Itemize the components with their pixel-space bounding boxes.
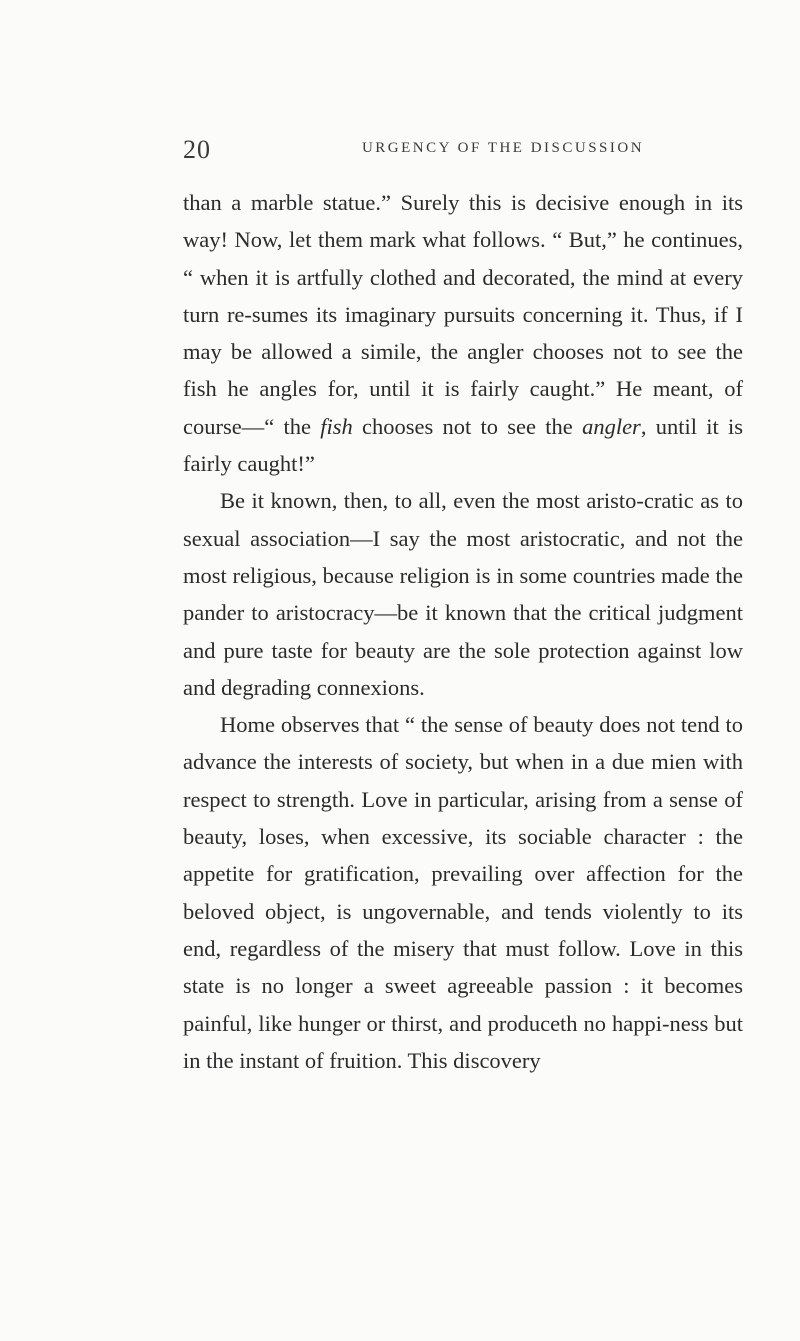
text-segment: , until it is fairly caught!” (183, 413, 743, 477)
italic-text-segment: fish (320, 413, 353, 439)
body-text (183, 184, 743, 1079)
text-segment: chooses not to see the (352, 413, 583, 439)
page-number: 20 (183, 135, 211, 164)
italic-text-segment: angler (582, 413, 641, 439)
paragraph (183, 184, 743, 482)
page-header (183, 135, 743, 164)
running-head: URGENCY OF THE DISCUSSION (361, 140, 645, 156)
paragraph (183, 482, 743, 706)
text-segment: Home observes that “ the sense of beauty does not tend to advance the interests of society, but when in a due mien with respect to strength. Love in particular, arising from a sense of beauty, loses, when excessive, its sociable character : the appetite for gratification, prevailing over affection for the beloved object, is ungovernable, and tends violently to its end, regardless of the misery that must follow. Love in this state is no longer a sweet agreeable passion : it becomes painful, like hunger or thirst, and produceth no happi-ness but in the instant of fruition. This discovery (183, 712, 743, 1073)
text-segment: Be it known, then, to all, even the most aristo-cratic as to sexual association—I say the most aristocratic, and not the most religious, because religion is in some countries made the pander to aristocracy—be it known that the critical judgment and pure taste for beauty are the sole protection against low and degrading connexions. (183, 488, 743, 700)
paragraph (183, 706, 743, 1079)
text-segment: than a marble statue.” Surely this is decisive enough in its way! Now, let them mark what follows. “ But,” he continues, “ when it is artfully clothed and decorated, the mind at every turn re-sumes its imaginary pursuits concerning it. Thus, if I may be allowed a simile, the angler chooses not to see the fish he angles for, until it is fairly caught.” He meant, of course—“ the (183, 190, 743, 439)
